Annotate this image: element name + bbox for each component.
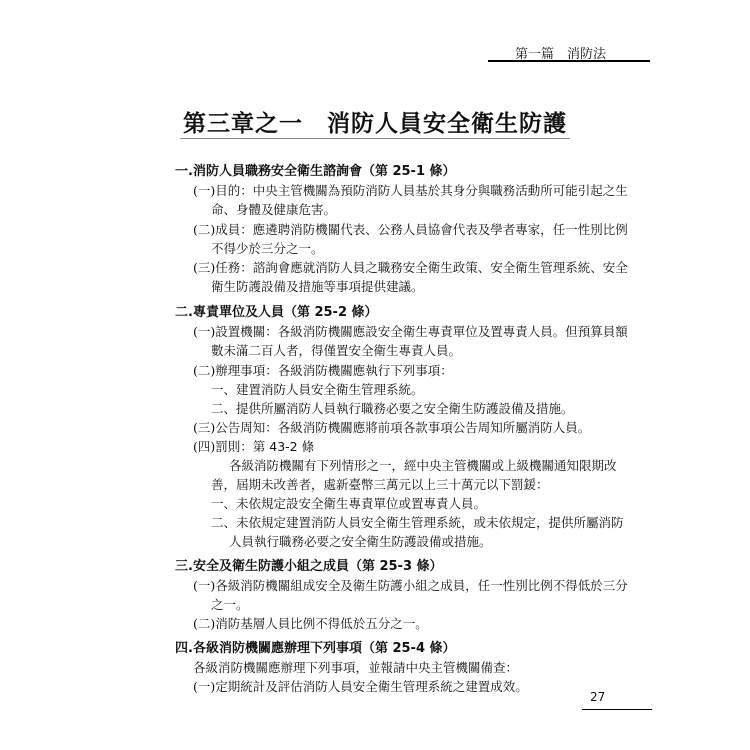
list-item: (一)各級消防機關組成安全及衛生防護小組之成員，任一性別比例不得低於三分: [193, 578, 628, 593]
list-item-cont: 善，屆期未改善者，處新臺幣三萬元以上三十萬元以下罰鍰：: [211, 477, 549, 492]
list-item: (二)辦理事項：各級消防機關應執行下列事項：: [193, 363, 453, 378]
list-item-cont: 之一。: [211, 597, 249, 612]
list-item: (二)消防基層人員比例不得低於五分之一。: [193, 616, 428, 631]
running-title: 第一篇 消防法: [514, 47, 606, 62]
list-item: 二、未依規定建置消防人員安全衛生管理系統，或未依規定，提供所屬消防: [211, 515, 624, 530]
section-heading: 三.安全及衛生防護小組之成員（第 25-3 條）: [175, 559, 443, 574]
header-rule: [488, 60, 650, 62]
section-heading: 四.各級消防機關應辦理下列事項（第 25-4 條）: [175, 641, 456, 656]
title-rule: [180, 138, 570, 139]
list-item: 各級消防機關有下列情形之一，經中央主管機關或上級機關通知限期改: [229, 458, 617, 473]
section-heading: 一.消防人員職務安全衛生諮詢會（第 25-1 條）: [175, 164, 456, 179]
list-item: 二、提供所屬消防人員執行職務必要之安全衛生防護設備及措施。: [211, 401, 574, 416]
list-item-cont: 命、身體及健康危害。: [211, 202, 337, 217]
list-item: (三)任務：諮詢會應就消防人員之職務安全衛生政策、安全衛生管理系統、安全: [193, 260, 628, 275]
section-heading: 二.專責單位及人員（第 25-2 條）: [175, 305, 378, 320]
list-item: (一)目的：中央主管機關為預防消防人員基於其身分與職務活動所可能引起之生: [193, 183, 628, 198]
list-item: 一、未依規定設安全衛生專責單位或置專責人員。: [211, 496, 487, 511]
list-item: (二)成員：應遴聘消防機關代表、公務人員協會代表及學者專家，任一性別比例: [193, 222, 628, 237]
chapter-title: 第三章之一 消防人員安全衛生防護: [183, 111, 567, 137]
list-item-cont: 人員執行職務必要之安全衛生防護設備或措施。: [229, 534, 492, 549]
list-item: 各級消防機關應辦理下列事項，並報請中央主管機關備查：: [193, 660, 519, 675]
list-item: (四)罰則：第 43-2 條: [193, 439, 315, 454]
footer-rule: [582, 709, 652, 710]
list-item: (一)設置機關：各級消防機關應設安全衛生專責單位及置專責人員。但預算員額: [193, 324, 628, 339]
list-item-cont: 不得少於三分之一。: [211, 241, 324, 256]
list-item: 一、建置消防人員安全衛生管理系統。: [211, 382, 424, 397]
list-item: (三)公告周知：各級消防機關應將前項各款事項公告周知所屬消防人員。: [193, 420, 591, 435]
page-number: 27: [590, 690, 606, 704]
list-item: (一)定期統計及評估消防人員安全衛生管理系統之建置成效。: [193, 679, 528, 694]
list-item-cont: 數未滿二百人者，得僅置安全衛生專責人員。: [211, 343, 462, 358]
list-item-cont: 衛生防護設備及措施等事項提供建議。: [211, 279, 424, 294]
